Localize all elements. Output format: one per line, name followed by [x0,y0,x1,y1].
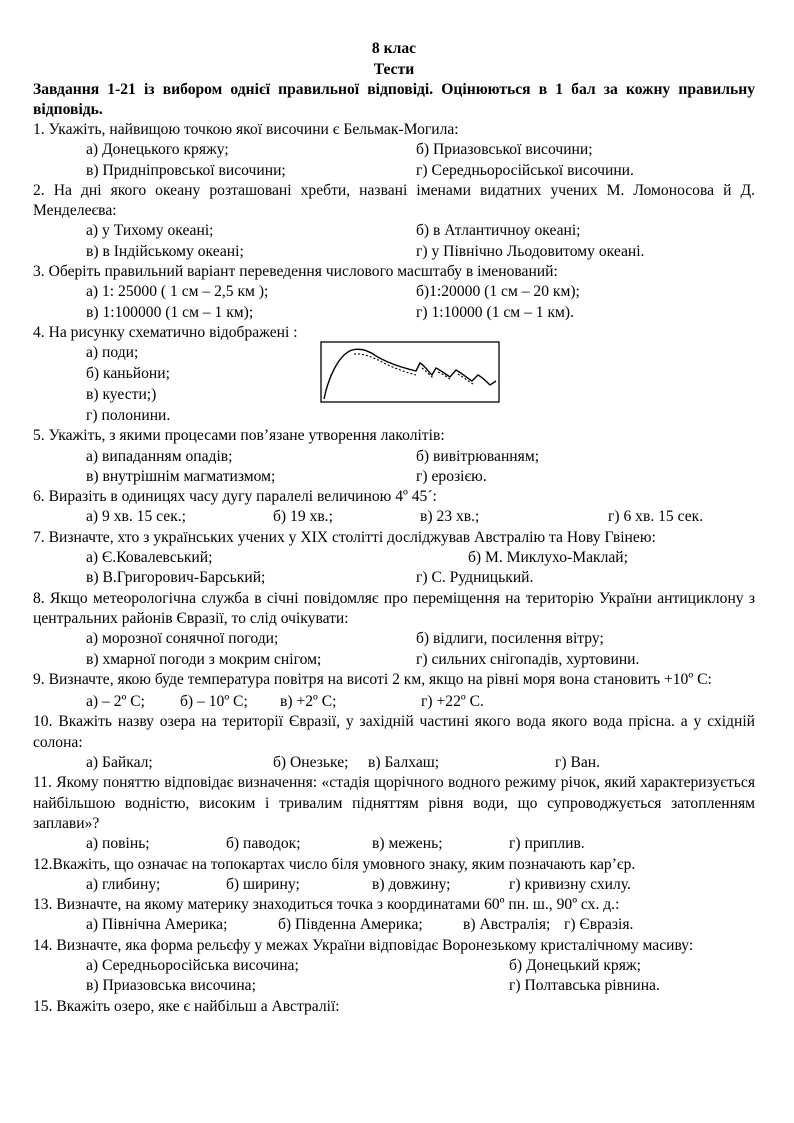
option-g: г) 6 хв. 15 сек. [608,508,704,526]
option-g: г) 1:10000 (1 см – 1 км). [416,303,575,321]
options-row [33,568,755,588]
options-row [33,875,755,895]
option-g: г) сильних снігопадів, хуртовини. [416,650,640,668]
options-row [33,915,755,935]
question-9: 9. Визначте, якою буде температура повітря на висоті 2 км, якщо на рівні моря вона становить +10º С: [33,670,712,688]
option-v: в) +2º С; [280,693,337,711]
option-b: б) – 10º С; [180,693,248,711]
option-v: в) хмарної погоди з мокрим снігом; [86,650,322,668]
options-row [33,834,755,854]
option-v: в) в Індійському океані; [86,242,244,260]
option-b: б) М. Миклухо-Маклай; [468,549,628,567]
options-row [33,507,755,527]
option-a: а) 9 хв. 15 сек.; [86,508,186,526]
question-4-body [33,343,755,426]
question-13: 13. Визначте, на якому материку знаходиться точка з координатами 60º пн. ш., 90º сх. д.: [33,896,620,914]
option-g: г) +22º С. [421,693,484,711]
option-a: а) – 2º С; [86,693,145,711]
option-b: б) відлиги, посилення вітру; [416,630,604,648]
options-row [33,221,755,241]
option-b: б) ширину; [226,875,300,893]
option-a: а) Донецького кряжу; [86,141,229,159]
question-6: 6. Виразіть в одиницях часу дугу паралелі величиною 4º 45´: [33,488,437,506]
option-a: а) Північна Америка; [86,916,228,934]
option-a: а) випаданням опадів; [86,447,233,465]
options-row [33,753,755,773]
test-page [33,38,755,1017]
option-g: г) полонини. [86,406,171,424]
option-a: а) Байкал; [86,754,153,772]
options-row [33,692,755,712]
options-row [33,548,755,568]
option-g: г) С. Рудницький. [416,569,534,587]
option-v: в) 23 хв.; [420,508,480,526]
option-a: а) Є.Ковалевський; [86,549,213,567]
option-v: в) Приазовська височина; [86,977,256,995]
options-row [33,161,755,181]
option-v: в) Балхаш; [368,754,440,772]
option-b: б) 19 хв.; [273,508,333,526]
option-a: а) повінь; [86,835,150,853]
question-4: 4. На рисунку схематично відображені : [33,323,298,341]
question-3: 3. Оберіть правильний варіант переведення числового масштабу в іменований: [33,263,558,281]
question-2: 2. На дні якого океану розташовані хребти, названі іменами видатних учених М. Ломоносова й Д. Менделеєва: [33,181,755,220]
option-v: в) внутрішнім магматизмом; [86,467,276,485]
hatched-layer-line [354,354,473,384]
question-14: 14. Визначте, яка форма рельєфу у межах України відповідає Воронезькому кристалічному масиву: [33,936,694,954]
option-a: а) Середньоросійська височина; [86,956,299,974]
option-b: б) Онезьке; [273,754,349,772]
option-v: в) В.Григорович-Барський; [86,569,266,587]
option-v: в) межень; [372,835,443,853]
option-v: в) Австралія; [463,916,551,934]
option-g: г) Середньоросійської височини. [416,161,634,179]
options-row [33,956,755,976]
option-g: г) приплив. [509,835,585,853]
option-g: г) ерозією. [416,467,487,485]
options-row [33,282,755,302]
option-a: а) у Тихому океані; [86,222,214,240]
option-a: а) глибину; [86,875,161,893]
option-g: г) Ван. [555,754,601,772]
option-b: б) каньйони; [86,365,170,383]
options-row [33,467,755,487]
options-row [33,447,755,467]
figure-frame [321,342,499,402]
question-7: 7. Визначте, хто з українських учених у ХІХ столітті досліджував Австралію та Нову Гвінею: [33,528,656,546]
relief-profile-line [324,350,496,400]
option-a: а) морозної сонячної погоди; [86,630,279,648]
question-1: 1. Укажіть, найвищою точкою якої височини є Бельмак-Могила: [33,121,459,138]
question-12: 12.Вкажіть, що означає на топокартах число біля умовного знаку, яким позначають кар’єр. [33,855,636,873]
question-5: 5. Укажіть, з якими процесами пов’язане утворення лаколітів: [33,427,445,445]
options-row [33,629,755,649]
option-b: б) в Атлантичноу океані; [416,222,581,240]
option-b: б) вивітрюванням; [416,447,540,465]
options-row [33,976,755,996]
grade-title: 8 клас [371,40,417,57]
option-b: б) паводок; [226,835,301,853]
relief-profile-figure [320,341,500,403]
option-g: г) у Північно Льодовитому океані. [416,242,645,260]
instructions: Завдання 1-21 із вибором однієї правильної відповіді. Оцінюються в 1 бал за кожну правильну відповідь. [33,81,755,118]
option-g: г) Полтавська рівнина. [509,977,660,995]
options-row [33,303,755,323]
option-g: г) кривизну схилу. [509,875,631,893]
question-11: 11. Якому поняттю відповідає визначення: «стадія щорічного водного режиму річок, який характеризується найбільшою водністю, високим і тривалим підняттям рівня води, що супроводжується затопленням заплави»? [33,774,755,832]
option-v: в) 1:100000 (1 см – 1 км); [86,303,254,321]
option-b: б) Приазовської височини; [416,141,593,159]
options-row [33,242,755,262]
option-a: а) 1: 25000 ( 1 см – 2,5 км ); [86,283,269,301]
option-v: в) довжину; [372,875,451,893]
options-row [33,140,755,160]
option-b: б) Донецький кряж; [509,956,641,974]
option-g: г) Євразія. [564,916,634,934]
question-10: 10. Вкажіть назву озера на території Євразії, у західній частині якого вода якого вода прісна. а у східній солона: [33,713,755,751]
option-a: а) поди; [86,344,139,362]
option-v: в) Придніпровської височини; [86,161,286,179]
question-15: 15. Вкажіть озеро, яке є найбільш а Австралії: [33,997,340,1015]
option-b: б)1:20000 (1 см – 20 км); [416,283,580,301]
section-title: Тести [373,61,415,78]
option-v: в) куести;) [86,385,157,403]
question-8: 8. Якщо метеорологічна служба в січні повідомляє про переміщення на територію України антициклону з центральних районів Євразії, то слід очікувати: [33,589,755,627]
options-row [33,650,755,670]
option-b: б) Південна Америка; [278,916,423,934]
